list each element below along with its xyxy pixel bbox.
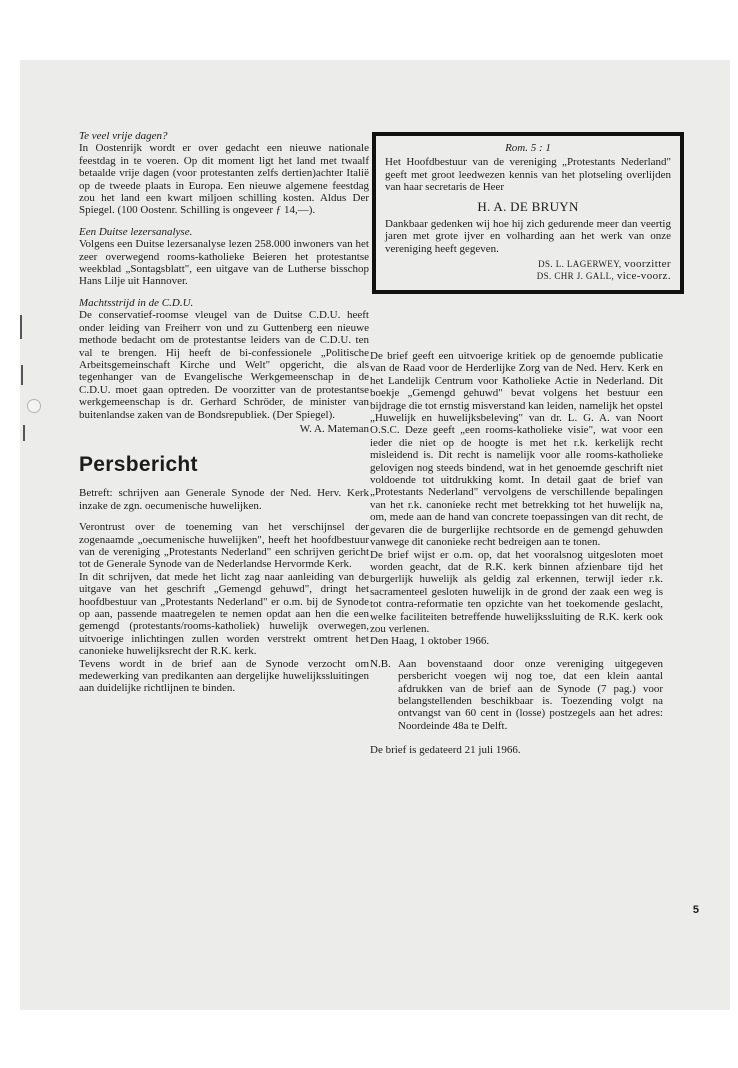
- place-date: Den Haag, 1 oktober 1966.: [370, 635, 490, 648]
- deceased-name: H. A. DE BRUYN: [477, 198, 579, 214]
- letter-paragraph: De brief geeft een uitvoerige kritiek op de genoemde publicatie van de Raad voor de Herderlijke Zorg van de Ned. Herv. Kerk en het Landelijk Centrum voor Katholieke Actie in Nederland. Dit boekje „Gemengd gehuwd" bevat volgens het bestuur een bijdrage die tot ernstig misverstand kan leiden, namelijk het opstel „Huwelijk en huwelijksbeleving" van dr. L. G. A. van Noort O.S.C. Deze geeft „een rooms-katholieke visie", wat voor een ieder die niet op de hoogte is met het r.k. kerkelijk recht misleidend is. Dit recht is namelijk voor alle rooms-katholieke gelovigen nog steeds bindend, wat in het genoemde geschrift niet voldoende tot uitdrukking komt. In detail gaat de brief van „Protestants Nederland" vervolgens de verschillende bepalingen van het r.k. canonieke recht met betrekking tot het huwelijk na, om, mede aan de hand van concrete toepassingen van dit recht, de gevaren die de burgerlijke rechtsorde en de gemengd gehuwden vanwege dit canonieke recht bedreigen aan te tonen.: [370, 350, 663, 549]
- right-column: [370, 350, 663, 766]
- obituary-announcement: Het Hoofdbestuur van de vereniging „Protestants Nederland" geeft met groot leedwezen kennis van het plotseling overlijden van haar secretaris de Heer: [385, 156, 671, 194]
- section-title: Een Duitse lezersanalyse.: [79, 225, 193, 238]
- nb-text: Aan bovenstaand door onze vereniging uitgegeven persbericht voegen wij nog toe, dat een klein aantal afdrukken van de brief aan de Synode (7 pag.) voor belangstellenden beschikbaar is. Toezending volgt na ontvangst van 60 cent in (losse) postzegels aan het adres: Noordeinde 48a te Delft.: [398, 657, 663, 732]
- persbericht-paragraph: Tevens wordt in de brief aan de Synode verzocht om medewerking van predikanten aan dergelijke huwelijkssluitingen aan duidelijke richtlijnen te binden.: [79, 657, 369, 695]
- punch-hole: [27, 399, 41, 413]
- author-signature: W. A. Mateman: [299, 422, 369, 435]
- margin-mark: [23, 425, 25, 441]
- closing-line: De brief is gedateerd 21 juli 1966.: [370, 744, 521, 757]
- persbericht-paragraph: In dit schrijven, dat mede het licht zag naar aanleiding van de uitgave van het geschrift „Gemengd gehuwd", dringt het hoofdbestuur van „Protestants Nederland" er o.m. bij de Synode op aan, passende maatregelen te nemen opdat aan hen die een gemengd (protestants/rooms-katholiek) huwelijk overwegen, uitvoerige inlichtingen zullen worden verstrekt omtrent het canonieke huwelijksrecht der R.K. kerk.: [79, 570, 369, 658]
- signatory-role: voorzitter: [624, 258, 671, 271]
- signatory-chair: [385, 258, 671, 270]
- section-body: De conservatief-roomse vleugel van de Duitse C.D.U. heeft onder leiding van Freiherr von und zu Guttenberg een nieuwe methode bedacht om de protestantse leiders van de C.D.U. ten val te brengen. Hij heeft de bi-confessionele „Politische Arbeitsgemeinschaft Kirche und Welt" opgericht, die als tegenhanger van de Evangelische Werkgemeenschap in de C.D.U. moet gaan optreden. De voorzitter van de protestantse werkgemeenschap is dr. Gerhard Schröder, de minister van buitenlandse zaken van de Bondsrepubliek. (Der Spiegel).: [79, 309, 369, 421]
- nb-label: N.B.: [370, 657, 391, 670]
- obituary-tribute: Dankbaar gedenken wij hoe hij zich gedurende meer dan veertig jaren met grote ijver en volharding aan het werk van onze vereniging heeft gegeven.: [385, 218, 671, 255]
- left-column: [79, 130, 369, 704]
- magazine-page: [20, 60, 730, 1010]
- section-title: Te veel vrije dagen?: [79, 130, 168, 142]
- signatory-vice-chair: [385, 270, 671, 282]
- nota-bene: [370, 658, 663, 732]
- section-body: In Oostenrijk wordt er over gedacht een nieuwe nationale feestdag in te voeren. Op dit moment ligt het land met twaalf betaalde vrije dagen (voor protestanten zelfs dertien)achter Italië op de tweede plaats in Europa. Een nieuwe algemene feestdag zou het land een kwart miljoen schilling kosten. Aldus Der Spiegel. (100 Oostenr. Schilling is ongeveer ƒ 14,—).: [79, 142, 369, 217]
- obituary-box: [372, 132, 684, 294]
- signatory-name: DS. L. LAGERWEY,: [538, 259, 622, 270]
- section-title: Machtsstrijd in de C.D.U.: [79, 296, 194, 309]
- margin-mark: [21, 365, 23, 385]
- persbericht-subject: Betreft: schrijven aan Generale Synode der Ned. Herv. Kerk inzake de zgn. oecumenische huwelijken.: [79, 487, 369, 512]
- persbericht-paragraph: Verontrust over de toeneming van het verschijnsel der zogenaamde „oecumenische huwelijken", heeft het hoofdbestuur van de vereniging „Protestants Nederland" een schrijven gericht tot de Generale Synode van de Nederlandse Hervormde Kerk.: [79, 521, 369, 571]
- persbericht-heading: Persbericht: [79, 453, 198, 477]
- page-number: 5: [692, 904, 699, 916]
- signatory-role: vice-voorz.: [616, 270, 671, 283]
- letter-paragraph: De brief wijst er o.m. op, dat het vooralsnog uitgesloten moet worden geacht, dat de R.K. kerk binnen afzienbare tijd het burgerlijk huwelijk als geldig zal erkennen, terwijl ieder r.k. sacramenteel gesloten huwelijk in de grond der zaak een weg is tot contra-reformatie ten opzichte van het toekomende geslacht, welke faciliteiten betreffende huwelijkssluiting de R.K. kerk ook zou verlenen.: [370, 548, 663, 635]
- section-body: Volgens een Duitse lezersanalyse lezen 258.000 inwoners van het zeer overwegend rooms-katholieke Beieren het protestantse weekblad „Sontagsblatt", een uitgave van de Lutherse bisschop Hans Lilje uit Hannover.: [79, 238, 369, 288]
- margin-mark: [20, 315, 22, 339]
- signatory-name: DS. CHR J. GALL,: [536, 271, 615, 282]
- bible-verse: Rom. 5 : 1: [505, 142, 551, 154]
